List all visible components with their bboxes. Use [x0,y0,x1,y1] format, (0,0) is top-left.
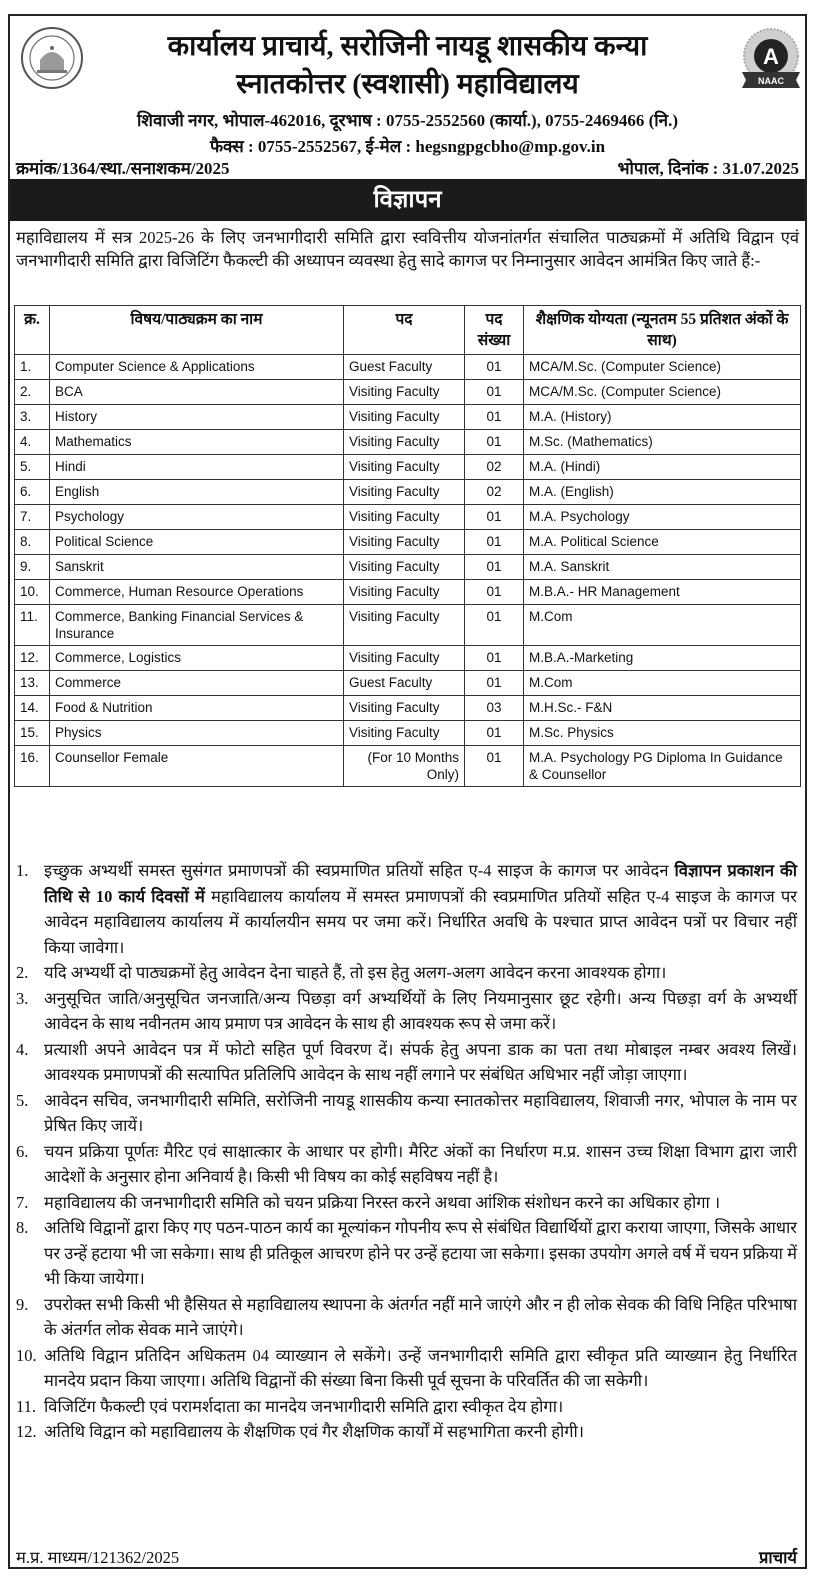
term-text-part: विजिटिंग फैकल्टी एवं परामर्शदाता का मानदेय जनभागीदारी समिति द्वारा स्वीकृत देय होगा। [44,1396,564,1416]
term-text [44,1292,797,1343]
office-title: कार्यालय प्राचार्य, सरोजिनी नायडू शासकीय कन्या [167,31,648,62]
cell-serial: 14. [15,696,50,721]
col-subject: विषय/पाठ्यक्रम का नाम [50,306,344,355]
cell-serial: 2. [15,380,50,405]
term-text [44,1088,797,1139]
col-qualification: शैक्षणिक योग्यता (न्यूनतम 55 प्रतिशत अंकों के साथ) [524,306,801,355]
cell-subject: Commerce, Banking Financial Services & Insurance [50,605,344,646]
cell-subject: History [50,405,344,430]
cell-qualification: M.A. Psychology [524,505,801,530]
cell-qualification: M.Com [524,671,801,696]
svg-text:NAAC: NAAC [758,76,784,86]
cell-post: Visiting Faculty [344,605,465,646]
term-text [44,1139,797,1190]
term-item [16,858,797,960]
cell-post: Visiting Faculty [344,455,465,480]
term-number: 11. [16,1396,37,1416]
cell-qualification: M.Sc. (Mathematics) [524,430,801,455]
cell-qualification: MCA/M.Sc. (Computer Science) [524,355,801,380]
term-item [16,1139,797,1190]
cell-subject: Counsellor Female [50,746,344,787]
table-row [15,746,801,787]
cell-count: 01 [465,671,524,696]
cell-serial: 6. [15,480,50,505]
table-header-row [15,306,801,355]
cell-subject: Physics [50,721,344,746]
cell-count: 01 [465,380,524,405]
cell-subject: Mathematics [50,430,344,455]
table-row [15,721,801,746]
term-number: 10. [16,1345,37,1365]
cell-count: 03 [465,696,524,721]
term-text [44,1037,797,1088]
cell-count: 01 [465,746,524,787]
cell-post: Visiting Faculty [344,721,465,746]
cell-serial: 7. [15,505,50,530]
term-text [44,960,797,986]
advertisement-banner: विज्ञापन [10,179,805,221]
cell-subject: Commerce, Human Resource Operations [50,580,344,605]
cell-post: Guest Faculty [344,671,465,696]
term-text [44,1394,797,1420]
signatory: प्राचार्य [759,1548,797,1567]
cell-count: 01 [465,646,524,671]
cell-post: Visiting Faculty [344,430,465,455]
cell-subject: English [50,480,344,505]
term-item [16,1419,797,1445]
term-text-part: प्रत्याशी अपने आवेदन पत्र में फोटो सहित पूर्ण विवरण दें। संपर्क हेतु अपना डाक का पता तथा मोबाइल नम्बर अवश्य लिखें। आवश्यक प्रमाणपत्रों की सत्यापित प्रतिलिपि आवेदन के साथ नहीं लगाने पर संबंधित अधिभार नहीं जोड़ा जाएगा। [44,1039,797,1084]
cell-serial: 15. [15,721,50,746]
table-row [15,355,801,380]
term-number: 5. [16,1090,29,1110]
cell-subject: Hindi [50,455,344,480]
cell-serial: 1. [15,355,50,380]
cell-qualification: M.A. Psychology PG Diploma In Guidance & Counsellor [524,746,801,787]
table-row [15,505,801,530]
advertisement-frame [8,14,807,1569]
cell-count: 01 [465,355,524,380]
cell-count: 01 [465,580,524,605]
term-text-part: अतिथि विद्वानों द्वारा किए गए पठन-पाठन कार्य का मूल्यांकन गोपनीय रूप से संबंधित विद्यार्थियों द्वारा कराया जाएगा, जिसके आधार पर उन्हें हटाया भी जा सकेगा। साथ ही प्रतिकूल आचरण होने पर उन्हें हटाया जा सकेगा। इसका उपयोग अगले वर्ष में चयन प्रक्रिया में भी किया जायेगा। [44,1218,797,1288]
cell-post: Visiting Faculty [344,530,465,555]
table-row [15,455,801,480]
term-text-part: महाविद्यालय की जनभागीदारी समिति को चयन प्रक्रिया निरस्त करने अथवा आंशिक संशोधन करने का अधिकार होगा । [44,1192,721,1212]
term-text-part: अतिथि विद्वान प्रतिदिन अधिकतम 04 व्याख्यान ले सकेंगे। उन्हें जनभागीदारी समिति द्वारा स्वीकृत प्रति व्याख्यान हेतु निर्धारित मानदेय प्रदान किया जाएगा। अतिथि विद्वानों की संख्या बिना किसी पूर्व सूचना के परिवर्तित की जा सकेगी। [44,1345,797,1390]
cell-post: Guest Faculty [344,355,465,380]
cell-post: Visiting Faculty [344,696,465,721]
cell-qualification: M.B.A.- HR Management [524,580,801,605]
cell-qualification: M.A. (English) [524,480,801,505]
cell-serial: 11. [15,605,50,646]
term-item [16,960,797,986]
cell-post: Visiting Faculty [344,405,465,430]
col-serial: क्र. [15,306,50,355]
cell-serial: 4. [15,430,50,455]
cell-serial: 16. [15,746,50,787]
term-text [44,858,797,960]
cell-subject: BCA [50,380,344,405]
cell-serial: 10. [15,580,50,605]
address-phone-line: शिवाजी नगर, भोपाल-462016, दूरभाष : 0755-2552560 (कार्या.), 0755-2469466 (नि.) [137,111,678,130]
table-row [15,405,801,430]
cell-serial: 8. [15,530,50,555]
term-text-part: अनुसूचित जाति/अनुसूचित जनजाति/अन्य पिछड़ा वर्ग अभ्यर्थियों के लिए नियमानुसार छूट रहेगी। अन्य पिछड़ा वर्ग के अभ्यर्थी आवेदन के साथ नवीनतम आय प्रमाण पत्र आवेदन के साथ ही आवश्यक रूप से जमा करें। [44,988,797,1033]
media-reference: म.प्र. माध्यम/121362/2025 [16,1548,180,1567]
term-number: 3. [16,988,29,1008]
cell-count: 02 [465,480,524,505]
cell-post: Visiting Faculty [344,380,465,405]
fax-email-line: फैक्स : 0755-2552567, ई-मेल : hegsngpgcbho@mp.gov.in [209,137,606,156]
cell-count: 01 [465,721,524,746]
cell-qualification: M.Com [524,605,801,646]
term-item [16,1037,797,1088]
cell-count: 01 [465,605,524,646]
cell-qualification: M.A. Political Science [524,530,801,555]
cell-count: 01 [465,505,524,530]
vacancy-table [14,305,801,787]
term-text [44,1419,797,1445]
term-number: 6. [16,1141,29,1161]
cell-qualification: M.A. (Hindi) [524,455,801,480]
cell-subject: Food & Nutrition [50,696,344,721]
term-text-part: महाविद्यालय कार्यालय में समस्त प्रमाणपत्रों की स्वप्रमाणित प्रतियों सहित ए-4 साइज के कागज पर आवेदन महाविद्यालय कार्यालय में कार्यालयीन समय पर जमा करें। निर्धारित अवधि के पश्चात प्राप्त आवेदन पत्रों पर विचार नहीं किया जावेगा। [44,886,797,957]
letterhead [10,16,805,178]
table-row [15,380,801,405]
cell-count: 01 [465,405,524,430]
college-name: स्नातकोत्तर (स्वशासी) महाविद्यालय [236,69,579,100]
table-row [15,646,801,671]
term-text-part: अतिथि विद्वान को महाविद्यालय के शैक्षणिक एवं गैर शैक्षणिक कार्यों में सहभागिता करनी होगी। [44,1422,585,1441]
term-item [16,1088,797,1139]
cell-count: 01 [465,530,524,555]
cell-subject: Psychology [50,505,344,530]
term-text-part: उपरोक्त सभी किसी भी हैसियत से महाविद्यालय स्थापना के अंतर्गत नहीं माने जाएंगे और न ही लोक सेवक की विधि निहित परिभाषा के अंतर्गत लोक सेवक माने जाएंगे। [44,1294,797,1339]
term-item [16,1343,797,1394]
table-row [15,530,801,555]
cell-post: Visiting Faculty [344,646,465,671]
term-text [44,986,797,1037]
term-text [44,1343,797,1394]
cell-qualification: M.B.A.-Marketing [524,646,801,671]
cell-serial: 12. [15,646,50,671]
cell-serial: 13. [15,671,50,696]
cell-post: Visiting Faculty [344,580,465,605]
term-item [16,1190,797,1216]
term-number: 1. [16,861,29,880]
issue-date: भोपाल, दिनांक : 31.07.2025 [617,159,799,178]
cell-subject: Computer Science & Applications [50,355,344,380]
table-row [15,480,801,505]
cell-qualification: M.A. (History) [524,405,801,430]
term-number: 7. [16,1192,29,1212]
cell-subject: Commerce, Logistics [50,646,344,671]
term-item [16,986,797,1037]
intro-paragraph: महाविद्यालय में सत्र 2025-26 के लिए जनभागीदारी समिति द्वारा स्ववित्तीय योजनांतर्गत संचालित पाठ्यक्रमों में अतिथि विद्वान एवं जनभागीदारी समिति द्वारा विजिटिंग फैकल्टी की अध्यापन व्यवस्था हेतु सादे कागज पर निम्नानुसार आवेदन आमंत्रित किए जाते हैं:- [16,228,799,270]
term-text-part: यदि अभ्यर्थी दो पाठ्यक्रमों हेतु आवेदन देना चाहते हैं, तो इस हेतु अलग-अलग आवेदन करना आवश्यक होगा। [44,963,667,982]
term-highlight: विज्ञापन प्रकाशन की तिथि से 10 कार्य दिवसों में [44,861,797,906]
term-item [16,1292,797,1343]
cell-subject: Commerce [50,671,344,696]
svg-text:A: A [763,44,779,69]
cell-post: Visiting Faculty [344,480,465,505]
cell-count: 01 [465,430,524,455]
cell-qualification: MCA/M.Sc. (Computer Science) [524,380,801,405]
term-item [16,1394,797,1420]
cell-post: Visiting Faculty [344,555,465,580]
cell-serial: 9. [15,555,50,580]
table-row [15,696,801,721]
cell-serial: 3. [15,405,50,430]
table-row [15,580,801,605]
cell-serial: 5. [15,455,50,480]
col-count: पद संख्या [465,306,524,355]
cell-subject: Sanskrit [50,555,344,580]
term-number: 4. [16,1039,29,1059]
term-text-part: चयन प्रक्रिया पूर्णतः मैरिट एवं साक्षात्कार के आधार पर होगी। मैरिट अंकों का निर्धारण म.प्र. शासन उच्च शिक्षा विभाग द्वारा जारी आदेशों के अनुसार होना अनिवार्य है। किसी भी विषय का कोई सहविषय नहीं है। [44,1141,797,1186]
cell-count: 02 [465,455,524,480]
term-number: 9. [16,1294,29,1314]
terms-list [16,858,797,1445]
term-number: 2. [16,963,29,982]
table-row [15,555,801,580]
term-item [16,1215,797,1292]
col-post: पद [344,306,465,355]
table-row [15,430,801,455]
term-text-part: आवेदन सचिव, जनभागीदारी समिति, सरोजिनी नायडू शासकीय कन्या स्नातकोत्तर महाविद्यालय, शिवाजी नगर, भोपाल के नाम पर प्रेषित किए जायें। [44,1090,797,1135]
cell-post: (For 10 Months Only) [344,746,465,787]
cell-post: Visiting Faculty [344,505,465,530]
term-number: 12. [16,1422,37,1441]
term-text [44,1215,797,1292]
cell-qualification: M.H.Sc.- F&N [524,696,801,721]
cell-qualification: M.A. Sanskrit [524,555,801,580]
term-text-part: इच्छुक अभ्यर्थी समस्त सुसंगत प्रमाणपत्रों की स्वप्रमाणित प्रतियों सहित ए-4 साइज के कागज पर आवेदन [44,861,675,880]
table-body [15,355,801,787]
term-number: 8. [16,1218,29,1237]
term-text [44,1190,797,1216]
cell-qualification: M.Sc. Physics [524,721,801,746]
cell-subject: Political Science [50,530,344,555]
reference-number: क्रमांक/1364/स्था./सनाशकम/2025 [16,159,230,178]
cell-count: 01 [465,555,524,580]
table-row [15,671,801,696]
table-row [15,605,801,646]
